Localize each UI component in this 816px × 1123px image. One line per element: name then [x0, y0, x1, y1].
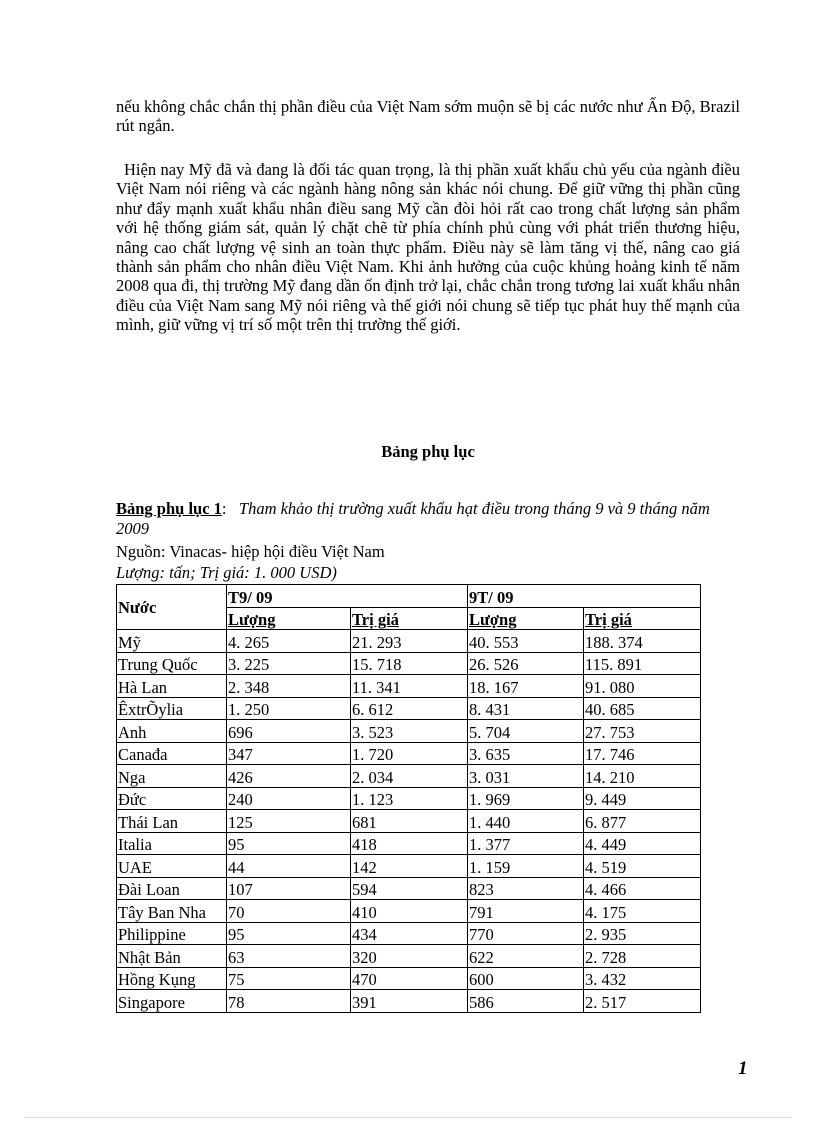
cell-value-t9: 1. 123	[351, 787, 468, 810]
cell-value-t9: 410	[351, 900, 468, 923]
cell-qty-t9: 696	[227, 720, 351, 743]
cell-qty-t9: 426	[227, 765, 351, 788]
cell-value-9t: 3. 432	[584, 967, 701, 990]
table-title: Tham khảo thị trường xuất khẩu hạt điều trong tháng 9 và 9 tháng năm 2009	[116, 499, 710, 538]
cell-value-9t: 4. 466	[584, 877, 701, 900]
table-row	[117, 990, 701, 1013]
cell-value-t9: 2. 034	[351, 765, 468, 788]
table-row	[117, 877, 701, 900]
cell-value-9t: 91. 080	[584, 675, 701, 698]
table-body	[117, 630, 701, 1013]
cell-value-t9: 3. 523	[351, 720, 468, 743]
header-period-t9: T9/ 09	[227, 585, 468, 608]
cell-value-9t: 2. 517	[584, 990, 701, 1013]
cell-value-9t: 4. 519	[584, 855, 701, 878]
cell-value-9t: 27. 753	[584, 720, 701, 743]
table-row	[117, 967, 701, 990]
cell-qty-t9: 4. 265	[227, 630, 351, 653]
table-row	[117, 742, 701, 765]
cell-qty-9t: 26. 526	[468, 652, 584, 675]
cell-value-9t: 115. 891	[584, 652, 701, 675]
table-row	[117, 720, 701, 743]
table-row	[117, 945, 701, 968]
cell-qty-9t: 8. 431	[468, 697, 584, 720]
paragraph-intro: nếu không chắc chắn thị phần điều của Việt Nam sớm muộn sẽ bị các nước như Ấn Độ, Brazil rút ngắn.	[116, 97, 740, 136]
table-row	[117, 765, 701, 788]
table-row	[117, 652, 701, 675]
cell-country: Hà Lan	[117, 675, 227, 698]
header-qty-t9: Lượng	[227, 607, 351, 630]
cell-country: Tây Ban Nha	[117, 900, 227, 923]
cell-value-9t: 4. 449	[584, 832, 701, 855]
table-caption: Bảng phụ lục 1: Tham khảo thị trường xuất khẩu hạt điều trong tháng 9 và 9 tháng năm 2009	[116, 499, 710, 538]
cell-country: Canađa	[117, 742, 227, 765]
table-source: Nguồn: Vinacas- hiệp hội điều Việt Nam	[116, 542, 385, 561]
header-value-9t: Trị giá	[584, 607, 701, 630]
cell-qty-t9: 1. 250	[227, 697, 351, 720]
cell-country: Trung Quốc	[117, 652, 227, 675]
appendix-heading: Bảng phụ lục	[381, 442, 475, 461]
cell-value-9t: 2. 935	[584, 922, 701, 945]
table-row	[117, 832, 701, 855]
table-row	[117, 900, 701, 923]
table-row	[117, 630, 701, 653]
cell-qty-9t: 5. 704	[468, 720, 584, 743]
cell-qty-9t: 791	[468, 900, 584, 923]
cell-value-t9: 11. 341	[351, 675, 468, 698]
cell-qty-9t: 600	[468, 967, 584, 990]
cell-value-9t: 9. 449	[584, 787, 701, 810]
cell-qty-t9: 107	[227, 877, 351, 900]
cell-qty-9t: 770	[468, 922, 584, 945]
cell-country: Đài Loan	[117, 877, 227, 900]
cell-qty-9t: 1. 969	[468, 787, 584, 810]
table-row	[117, 787, 701, 810]
cell-country: Anh	[117, 720, 227, 743]
cell-qty-9t: 3. 635	[468, 742, 584, 765]
cell-country: Thái Lan	[117, 810, 227, 833]
cell-value-9t: 6. 877	[584, 810, 701, 833]
cell-value-9t: 14. 210	[584, 765, 701, 788]
cell-country: Hồng Kụng	[117, 967, 227, 990]
cell-qty-t9: 2. 348	[227, 675, 351, 698]
cell-qty-t9: 44	[227, 855, 351, 878]
table-row	[117, 810, 701, 833]
cell-country: Philippine	[117, 922, 227, 945]
cell-value-t9: 1. 720	[351, 742, 468, 765]
header-period-9t: 9T/ 09	[468, 585, 701, 608]
cell-qty-9t: 823	[468, 877, 584, 900]
header-country: Nước	[117, 585, 227, 630]
cell-value-9t: 40. 685	[584, 697, 701, 720]
cell-country: Mỹ	[117, 630, 227, 653]
cell-qty-t9: 63	[227, 945, 351, 968]
cell-country: Nhật Bản	[117, 945, 227, 968]
cell-value-t9: 594	[351, 877, 468, 900]
cell-country: Italia	[117, 832, 227, 855]
cell-qty-9t: 1. 377	[468, 832, 584, 855]
cell-qty-t9: 95	[227, 832, 351, 855]
cell-country: Đức	[117, 787, 227, 810]
table-label: Bảng phụ lục 1	[116, 499, 222, 518]
export-table	[116, 584, 701, 1013]
cell-value-9t: 188. 374	[584, 630, 701, 653]
table-row	[117, 922, 701, 945]
cell-country: UAE	[117, 855, 227, 878]
cell-value-9t: 4. 175	[584, 900, 701, 923]
table-unit-note: Lượng: tấn; Trị giá: 1. 000 USD)	[116, 563, 337, 582]
cell-country: ÊxtrÕylia	[117, 697, 227, 720]
header-value-t9: Trị giá	[351, 607, 468, 630]
cell-value-9t: 2. 728	[584, 945, 701, 968]
cell-value-t9: 15. 718	[351, 652, 468, 675]
page-divider	[24, 1117, 792, 1118]
cell-value-t9: 434	[351, 922, 468, 945]
cell-value-t9: 6. 612	[351, 697, 468, 720]
table-row	[117, 855, 701, 878]
cell-qty-t9: 240	[227, 787, 351, 810]
cell-country: Nga	[117, 765, 227, 788]
cell-qty-t9: 75	[227, 967, 351, 990]
cell-value-9t: 17. 746	[584, 742, 701, 765]
cell-value-t9: 142	[351, 855, 468, 878]
cell-qty-t9: 70	[227, 900, 351, 923]
cell-country: Singapore	[117, 990, 227, 1013]
cell-qty-9t: 622	[468, 945, 584, 968]
cell-value-t9: 320	[351, 945, 468, 968]
cell-qty-9t: 18. 167	[468, 675, 584, 698]
cell-qty-9t: 40. 553	[468, 630, 584, 653]
cell-value-t9: 391	[351, 990, 468, 1013]
cell-value-t9: 681	[351, 810, 468, 833]
cell-qty-9t: 3. 031	[468, 765, 584, 788]
cell-qty-9t: 1. 440	[468, 810, 584, 833]
cell-qty-9t: 1. 159	[468, 855, 584, 878]
cell-qty-t9: 95	[227, 922, 351, 945]
cell-value-t9: 418	[351, 832, 468, 855]
page-number: 1	[738, 1058, 748, 1079]
cell-value-t9: 470	[351, 967, 468, 990]
cell-value-t9: 21. 293	[351, 630, 468, 653]
table-row	[117, 675, 701, 698]
cell-qty-t9: 3. 225	[227, 652, 351, 675]
paragraph-us-market: Hiện nay Mỹ đã và đang là đối tác quan trọng, là thị phần xuất khẩu chủ yếu của ngành điều Việt Nam nói riêng và các ngành hàng nông sản khác nói chung. Để giữ vững thị phần cũng như đẩy mạnh xuất khẩu nhân điều sang Mỹ cần đòi hỏi rất cao trong chất lượng sản phẩm với hệ thống giám sát, quản lý chặt chẽ từ phía chính phủ cùng với phát triển thương hiệu, nâng cao chất lượng vệ sinh an toàn thực phẩm. Điều này sẽ làm tăng vị thế, nâng cao giá thành sản phẩm cho nhân điều Việt Nam. Khi ảnh hưởng của cuộc khủng hoảng kinh tế năm 2008 qua đi, thị trường Mỹ đang dần ổn định trở lại, chắc chắn trong tương lai xuất khẩu nhân điều của Việt Nam sang Mỹ nói riêng và thế giới nói chung sẽ tiếp tục phát huy thế mạnh của mình, giữ vững vị trí số một trên thị trường thế giới.	[116, 160, 740, 335]
cell-qty-t9: 125	[227, 810, 351, 833]
cell-qty-9t: 586	[468, 990, 584, 1013]
table-row	[117, 697, 701, 720]
cell-qty-t9: 78	[227, 990, 351, 1013]
cell-qty-t9: 347	[227, 742, 351, 765]
header-qty-9t: Lượng	[468, 607, 584, 630]
